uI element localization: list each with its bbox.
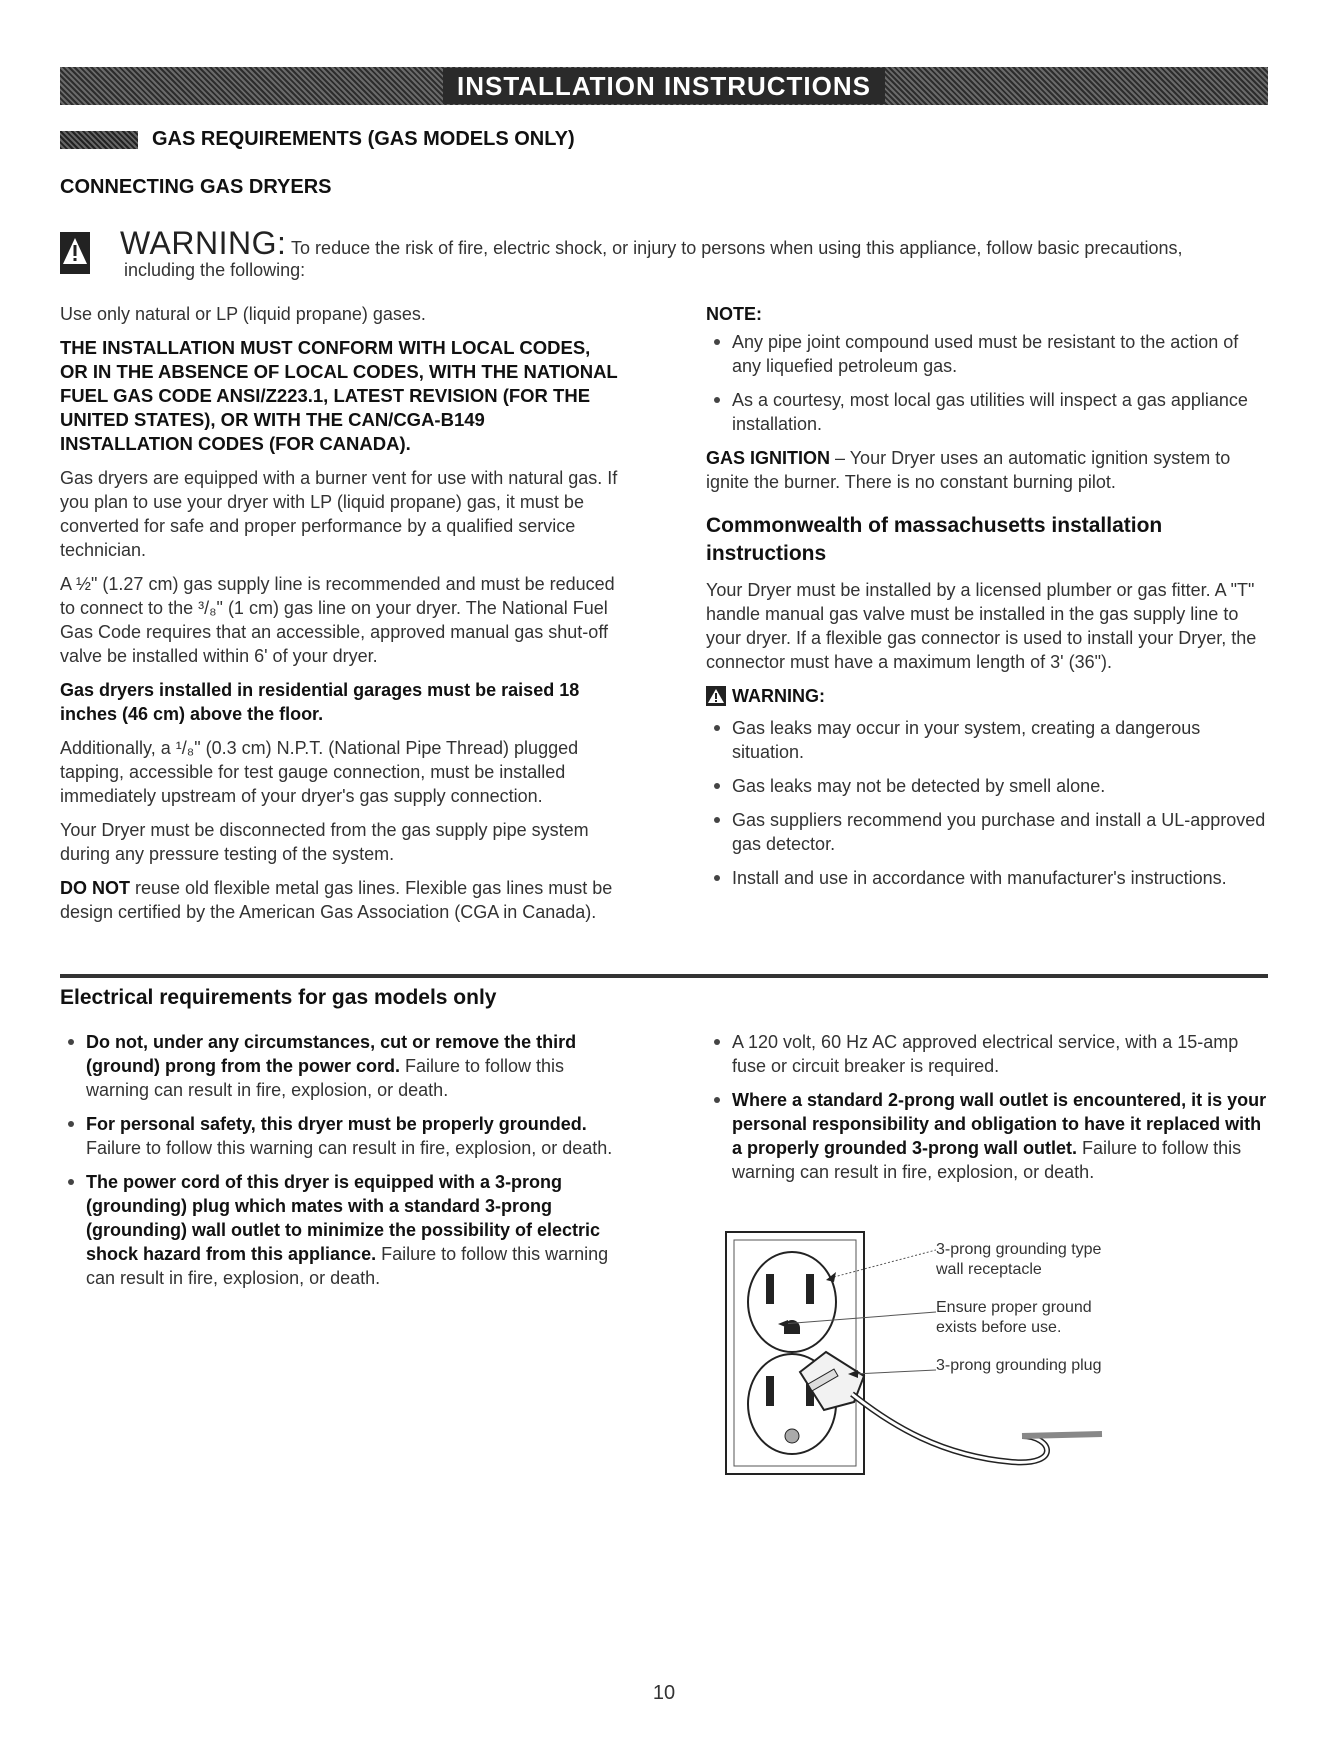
burner-paragraph: Gas dryers are equipped with a burner vent for use with natural gas. If you plan to use your dryer with LP (liquid propane) gas, it must be converted for safe and proper performance by a qualified service technician. <box>60 468 618 560</box>
list-item: As a courtesy, most local gas utilities will inspect a gas appliance installation. <box>706 388 1272 436</box>
gas-type-paragraph: Use only natural or LP (liquid propane) gases. <box>60 304 426 324</box>
list-item <box>60 1170 630 1290</box>
electrical-right-list <box>706 1030 1272 1184</box>
list-item <box>60 1030 630 1102</box>
ignition-label: GAS IGNITION <box>706 448 831 468</box>
garage-paragraph: Gas dryers installed in residential garages must be raised 18 inches (46 cm) above the floor. <box>60 680 580 724</box>
warning-label: WARNING: <box>120 225 287 261</box>
list-item <box>706 1088 1272 1184</box>
rest-text: Failure to follow this warning can result in fire, explosion, or death. <box>86 1138 613 1158</box>
list-item: Gas leaks may not be detected by smell alone. <box>706 774 1272 798</box>
receptacle-callout <box>936 1240 1101 1280</box>
list-item <box>60 1112 630 1160</box>
note-label: NOTE: <box>706 304 762 324</box>
list-item: Install and use in accordance with manufacturer's instructions. <box>706 866 1272 890</box>
do-not-label: DO NOT <box>60 878 130 898</box>
gas-warning-heading <box>706 684 1272 708</box>
callout-line: exists before use. <box>936 1319 1062 1336</box>
callout-line: wall receptacle <box>936 1261 1042 1278</box>
bold-text: Where a standard 2-prong wall outlet is encountered, it is your personal responsibility and obligation to have it replaced with a properly grounded 3-prong wall outlet. <box>732 1090 1267 1158</box>
warning-block <box>60 225 1270 280</box>
electrical-right-column <box>706 1030 1272 1194</box>
list-item: Gas leaks may occur in your system, creating a dangerous situation. <box>706 716 1272 764</box>
warning-line2: including the following: <box>124 260 306 280</box>
code-conformance-paragraph: THE INSTALLATION MUST CONFORM WITH LOCAL CODES, OR IN THE ABSENCE OF LOCAL CODES, WITH THE NATIONAL FUEL GAS CODE ANSI/Z223.1, LATEST REVISION (FOR THE UNITED STATES), OR WITH THE CAN/CGA-B149 INSTALLATION CODES (FOR CANADA). <box>60 337 618 454</box>
warning-text <box>120 225 1270 261</box>
plug-callout: 3-prong grounding plug <box>936 1357 1102 1374</box>
bold-text: For personal safety, this dryer must be properly grounded. <box>86 1114 587 1134</box>
electrical-left-column <box>60 1030 630 1300</box>
right-column <box>706 302 1272 900</box>
header-banner <box>60 67 1268 105</box>
banner-title: INSTALLATION INSTRUCTIONS <box>443 68 885 104</box>
callout-line: 3-prong grounding type <box>936 1241 1102 1258</box>
gas-warning-list <box>706 716 1272 890</box>
npt-paragraph: Additionally, a ¹/₈" (0.3 cm) N.P.T. (National Pipe Thread) plugged tapping, accessible for test gauge connection, must be installed immediately upstream of your dryer's gas supply connection. <box>60 738 579 806</box>
page-number: 10 <box>652 1682 676 1704</box>
note-list <box>706 330 1272 436</box>
section-marker <box>60 131 138 149</box>
section-heading <box>60 128 575 151</box>
section-title: GAS REQUIREMENTS (GAS MODELS ONLY) <box>152 128 575 150</box>
reuse-paragraph <box>60 876 620 924</box>
massachusetts-heading: Commonwealth of massachusetts installation instructions <box>706 514 1163 565</box>
rest-text: Failure to follow this warning can result in fire, explosion, or death. <box>86 1056 565 1100</box>
pressure-test-paragraph: Your Dryer must be disconnected from the gas supply pipe system during any pressure testing of the system. <box>60 820 589 864</box>
ignition-text: – Your Dryer uses an automatic ignition system to ignite the burner. There is no constant burning pilot. <box>706 448 1231 492</box>
section-divider <box>60 974 1268 978</box>
list-item: A 120 volt, 60 Hz AC approved electrical service, with a 15-amp fuse or circuit breaker is required. <box>706 1030 1272 1078</box>
electrical-heading: Electrical requirements for gas models only <box>60 986 497 1009</box>
supply-line-paragraph: A ½" (1.27 cm) gas supply line is recommended and must be reduced to connect to the ³/₈" (1 cm) gas line on your dryer. The National Fuel Gas Code requires that an accessible, approved manual gas shut-off valve be installed within 6' of your dryer. <box>60 574 615 666</box>
bold-text: Do not, under any circumstances, cut or remove the third (ground) prong from the power cord. <box>86 1032 577 1076</box>
ignition-paragraph <box>706 446 1272 494</box>
reuse-text: reuse old flexible metal gas lines. Flexible gas lines must be design certified by the American Gas Association (CGA in Canada). <box>60 878 613 922</box>
bold-text: The power cord of this dryer is equipped with a 3-prong (grounding) plug which mates with a standard 3-prong (grounding) wall outlet to minimize the possibility of electric shock hazard from this appliance. <box>86 1172 601 1264</box>
warning-line1: To reduce the risk of fire, electric shock, or injury to persons when using this appliance, follow basic precautions, <box>291 238 1183 258</box>
list-item: Gas suppliers recommend you purchase and install a UL-approved gas detector. <box>706 808 1272 856</box>
gas-warning-label: WARNING: <box>732 686 825 706</box>
subsection-title: CONNECTING GAS DRYERS <box>60 176 332 198</box>
list-item: Any pipe joint compound used must be resistant to the action of any liquefied petroleum gas. <box>706 330 1272 378</box>
left-column <box>60 302 620 934</box>
massachusetts-paragraph: Your Dryer must be installed by a licensed plumber or gas fitter. A "T" handle manual gas valve must be installed in the gas supply line to your dryer. If a flexible gas connector is used to install your Dryer, the connector must have a maximum length of 3' (36"). <box>706 580 1257 672</box>
electrical-left-list <box>60 1030 630 1290</box>
rest-text: Failure to follow this warning can result in fire, explosion, or death. <box>732 1138 1242 1182</box>
callout-line: Ensure proper ground <box>936 1299 1092 1316</box>
warning-triangle-icon <box>60 232 90 274</box>
warning-triangle-icon <box>706 686 726 706</box>
ground-callout <box>936 1298 1092 1338</box>
rest-text: Failure to follow this warning can result in fire, explosion, or death. <box>86 1244 609 1288</box>
